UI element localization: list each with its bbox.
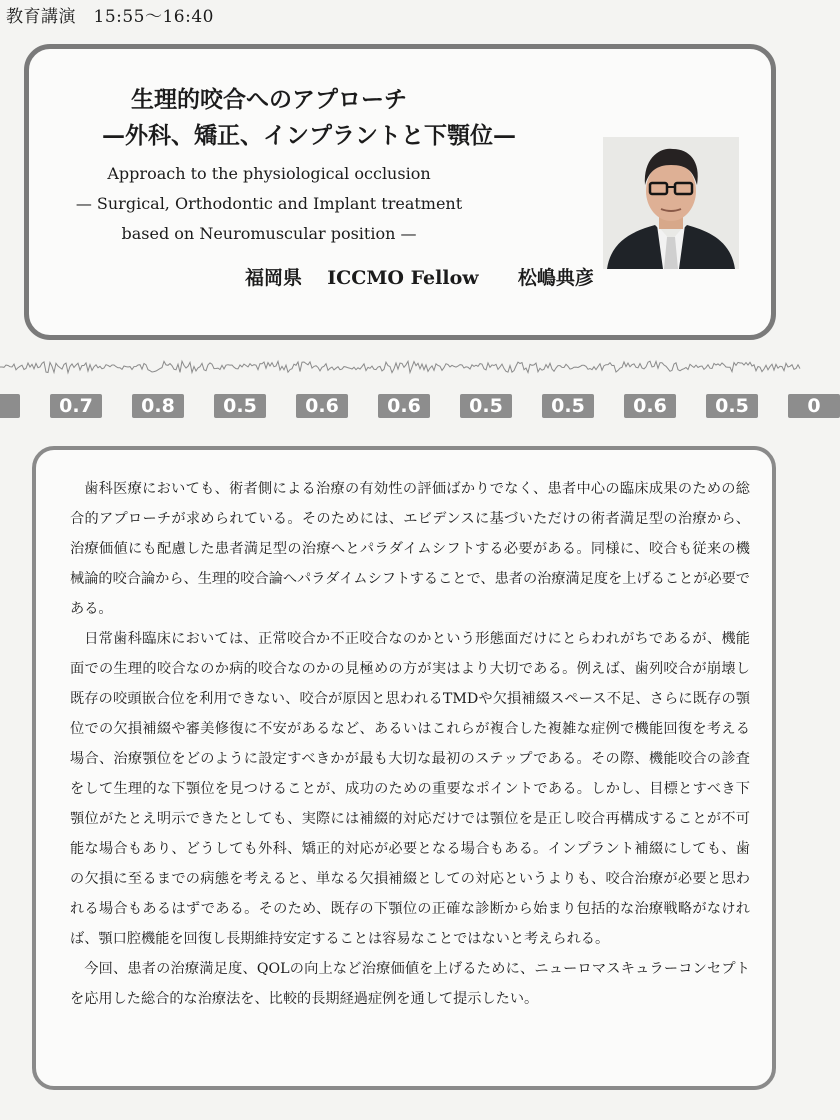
abstract-paragraph: 今回、患者の治療満足度、QOLの向上など治療価値を上げるために、ニューロマスキュラーコンセプトを応用した総合的な治療法を、比較的長期経過症例を通して提示したい。 <box>70 961 750 1007</box>
value-badge: 0.5 <box>542 394 594 418</box>
english-title-line: — Surgical, Orthodontic and Implant treatment <box>75 194 463 213</box>
author-affiliation: 福岡県 <box>245 267 303 289</box>
author-title: ICCMO Fellow <box>327 267 479 289</box>
value-badge: 0.5 <box>460 394 512 418</box>
waveform-decoration <box>0 356 800 378</box>
value-badge: 0.6 <box>378 394 430 418</box>
speaker-portrait <box>603 137 739 269</box>
value-badge: 0 <box>788 394 840 418</box>
value-badge <box>0 394 20 418</box>
author-name: 松嶋典彦 <box>517 267 594 289</box>
english-title-line: based on Neuromuscular position — <box>121 224 417 243</box>
abstract-paragraph: 歯科医療においても、術者側による治療の有効性の評価ばかりでなく、患者中心の臨床成果のための総合的アプローチが求められている。そのためには、エビデンスに基づいただけの術者満足型の治療から、治療価値にも配慮した患者満足型の治療へとパラダイムシフトする必要がある。同様に、咬合も従来の機械論的咬合論から、生理的咬合論へパラダイムシフトすることで、患者の治療満足度を上げることが必要である。 <box>70 481 750 617</box>
value-badge: 0.5 <box>706 394 758 418</box>
author-line <box>245 263 594 290</box>
english-title-line: Approach to the physiological occlusion <box>107 164 431 183</box>
value-badge: 0.6 <box>624 394 676 418</box>
value-badge: 0.7 <box>50 394 102 418</box>
value-badge: 0.5 <box>214 394 266 418</box>
abstract-paragraph: 日常歯科臨床においては、正常咬合か不正咬合なのかという形態面だけにとらわれがちであるが、機能面での生理的咬合なのか病的咬合なのかの見極めの方が実はより大切である。例えば、歯列咬合が崩壊し既存の咬頭嵌合位を利用できない、咬合が原因と思われるTMDや欠損補綴スペース不足、さらに既存の顎位での欠損補綴や審美修復に不安があるなど、あるいはこれらが複合した複雑な症例で機能回復を考える場合、治療顎位をどのように設定すべきかが最も大切な最初のステップである。その際、機能咬合の診査をして生理的な下顎位を見つけることが、成功のための重要なポイントである。しかし、目標とすべき下顎位がたとえ明示できたとしても、実際には補綴的対応だけでは顎位を是正し咬合再構成することが不可能な場合もあり、どうしても外科、矯正的対応が必要となる場合もある。インプラント補綴にしても、歯の欠損に至るまでの病態を考えると、単なる欠損補綴としての対応というよりも、咬合治療が必要と思われる場合もあるはずである。そのため、既存の下顎位の正確な診断から始まり包括的な治療戦略がなければ、顎口腔機能を回復し長期維持安定することは容易なことではないと考えられる。 <box>70 631 750 947</box>
abstract-card <box>32 446 776 1090</box>
abstract-text <box>70 474 750 1014</box>
japanese-title: 生理的咬合へのアプローチ <box>131 86 407 113</box>
title-card <box>24 44 776 340</box>
value-badge: 0.8 <box>132 394 184 418</box>
session-header: 教育講演 15:55〜16:40 <box>6 7 214 27</box>
japanese-subtitle: —外科、矯正、インプラントと下顎位— <box>102 122 516 149</box>
value-badge-row <box>0 394 821 420</box>
value-badge: 0.6 <box>296 394 348 418</box>
english-title <box>69 159 469 249</box>
